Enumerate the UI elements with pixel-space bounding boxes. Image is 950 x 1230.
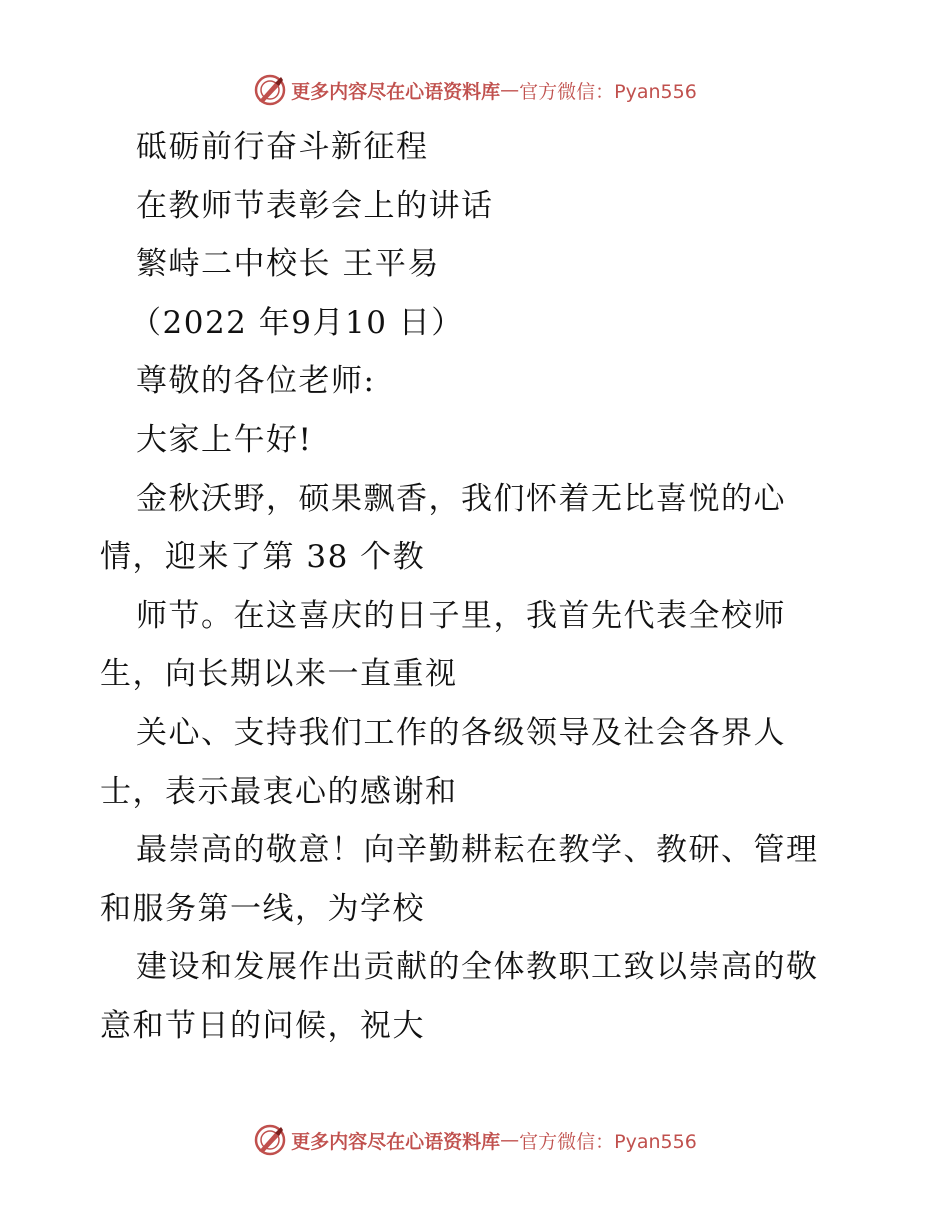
paragraph-line: 生，向长期以来一直重视 <box>100 656 458 693</box>
quill-pen-logo-icon <box>253 73 287 107</box>
quill-pen-logo-icon <box>253 1123 287 1157</box>
paragraph-line: 金秋沃野，硕果飘香，我们怀着无比喜悦的心 <box>136 480 786 517</box>
greeting: 大家上午好! <box>136 421 313 458</box>
watermark-main-text: 更多内容尽在心语资料库 <box>291 1130 501 1153</box>
watermark-dash: — <box>500 1129 520 1151</box>
speech-title: 砥砺前行奋斗新征程 <box>136 129 429 165</box>
watermark-sub-text: 官方微信：Pyan556 <box>519 80 697 103</box>
date-line: （2022 年9月10 日） <box>130 304 464 341</box>
paragraph-line: 和服务第一线，为学校 <box>100 890 425 927</box>
paragraph-line: 关心、支持我们工作的各级领导及社会各界人 <box>136 714 786 751</box>
paragraph-line: 建设和发展作出贡献的全体教职工致以崇高的敬 <box>136 949 819 986</box>
header-watermark <box>0 72 950 108</box>
watermark-main-text: 更多内容尽在心语资料库 <box>291 80 501 103</box>
paragraph-line: 情，迎来了第 38 个教 <box>100 539 426 576</box>
document-body <box>100 118 860 1056</box>
watermark-sub-text: 官方微信：Pyan556 <box>519 1130 697 1153</box>
speaker-line: 繁峙二中校长 王平易 <box>136 246 440 283</box>
salutation: 尊敬的各位老师: <box>136 363 376 400</box>
paragraph-line: 最崇高的敬意！向辛勤耕耘在教学、教研、管理 <box>136 832 819 869</box>
watermark-dash: — <box>500 79 520 101</box>
footer-watermark <box>0 1122 950 1158</box>
speech-subtitle: 在教师节表彰会上的讲话 <box>136 187 494 224</box>
paragraph-line: 士，表示最衷心的感谢和 <box>100 773 458 810</box>
paragraph-line: 师节。在这喜庆的日子里，我首先代表全校师 <box>136 597 786 634</box>
paragraph-line: 意和节日的问候，祝大 <box>100 1007 425 1044</box>
